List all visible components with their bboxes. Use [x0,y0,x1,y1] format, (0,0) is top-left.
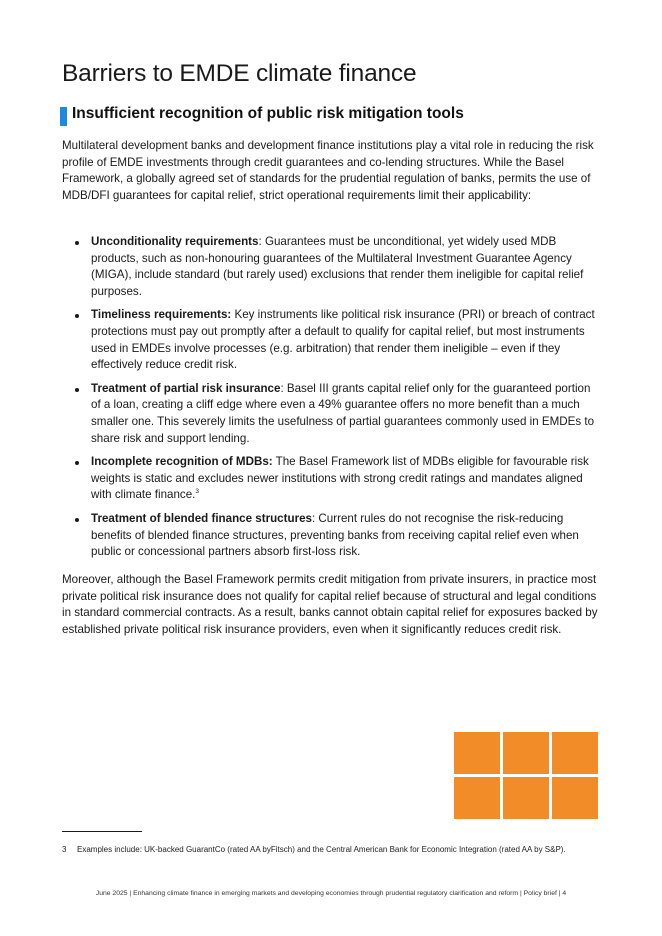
bullet-term: Unconditionality requirements [91,235,259,248]
footnote-text: Examples include: UK-backed GuarantCo (rated AA byFitsch) and the Central American Bank for Economic Integration (rated AA by S&P). [77,845,566,854]
orange-tile [454,777,500,819]
section-heading: Insufficient recognition of public risk mitigation tools [72,105,464,122]
bullet-icon [75,314,79,318]
footnote-divider [62,831,142,832]
footnote-number: 3 [62,845,67,854]
bullet-icon [75,461,79,465]
bullet-term: Timeliness requirements: [91,308,232,322]
orange-tile [503,732,549,774]
bullet-text: Key instruments like political risk insurance (PRI) or breach of contract protections must pay out promptly after a default to qualify for capital relief, but most instruments used in EMDEs involve processes (e.g. arbitration) that render them ineligible – even if they effectively reduce credit risk. [91,308,595,372]
bullet-text: : Basel III grants capital relief only for the guaranteed portion of a loan, creating a cliff edge where even a 49% guarantee offers no more benefit than a much smaller one. This severely limits the usefulness of partial guarantees commonly used in EMDEs to share risk and support lending. [91,381,595,445]
bullet-icon [75,241,79,245]
list-item-partial-risk [62,381,602,447]
list-item-unconditionality [62,234,602,300]
orange-tile [454,732,500,774]
footnote [62,844,598,856]
bullet-icon [75,388,79,392]
orange-tile [503,777,549,819]
orange-tile [552,732,598,774]
section-accent-bar [60,107,67,126]
bullet-term: Treatment of partial risk insurance [91,381,281,395]
footnote-reference[interactable]: 3 [195,488,200,496]
list-item-mdb-recognition [62,454,602,504]
page-footer: June 2025 | Enhancing climate finance in emerging markets and developing economies through prudential regulatory clarification and reform | Policy brief | 4 [95,890,567,897]
outro-paragraph: Moreover, although the Basel Framework permits credit mitigation from private insurers, in practice most private political risk insurance does not qualify for capital relief because of structural and legal conditions in standard commercial contracts. As a result, banks cannot obtain capital relief for exposures backed by established private political risk insurance providers, even when it significantly reduces credit risk. [62,573,598,636]
bullet-term: Treatment of blended finance structures [91,511,312,525]
barrier-list [62,234,602,568]
decorative-tile-grid [454,732,598,819]
list-item-timeliness [62,307,602,373]
bullet-term: Incomplete recognition of MDBs: [91,455,273,469]
page-title: Barriers to EMDE climate finance [62,60,417,87]
bullet-text: : Current rules do not recognise the risk-reducing benefits of blended finance structures, preventing banks from receiving capital relief even when public or concessional partners absorb first-loss risk. [91,511,579,559]
intro-paragraph: Multilateral development banks and development finance institutions play a vital role in reducing the risk profile of EMDE investments through credit guarantees and co-lending structures. While the Basel Framework, a globally agreed set of standards for the prudential regulation of banks, permits the use of MDB/DFI guarantees for capital relief, strict operational requirements limit their applicability: [62,139,594,202]
list-item-blended-finance [62,511,602,561]
bullet-icon [75,518,79,522]
bullet-text: : Guarantees must be unconditional, yet widely used MDB products, such as non-honouring guarantees of the Multilateral Investment Guarantee Agency (MIGA), include standard (but rarely used) exclusions that render them ineligible for capital relief purposes. [91,235,584,298]
bullet-text: The Basel Framework list of MDBs eligible for favourable risk weights is static and excludes newer institutions with strong credit ratings and mandates aligned with climate finance. [91,455,589,502]
orange-tile [552,777,598,819]
